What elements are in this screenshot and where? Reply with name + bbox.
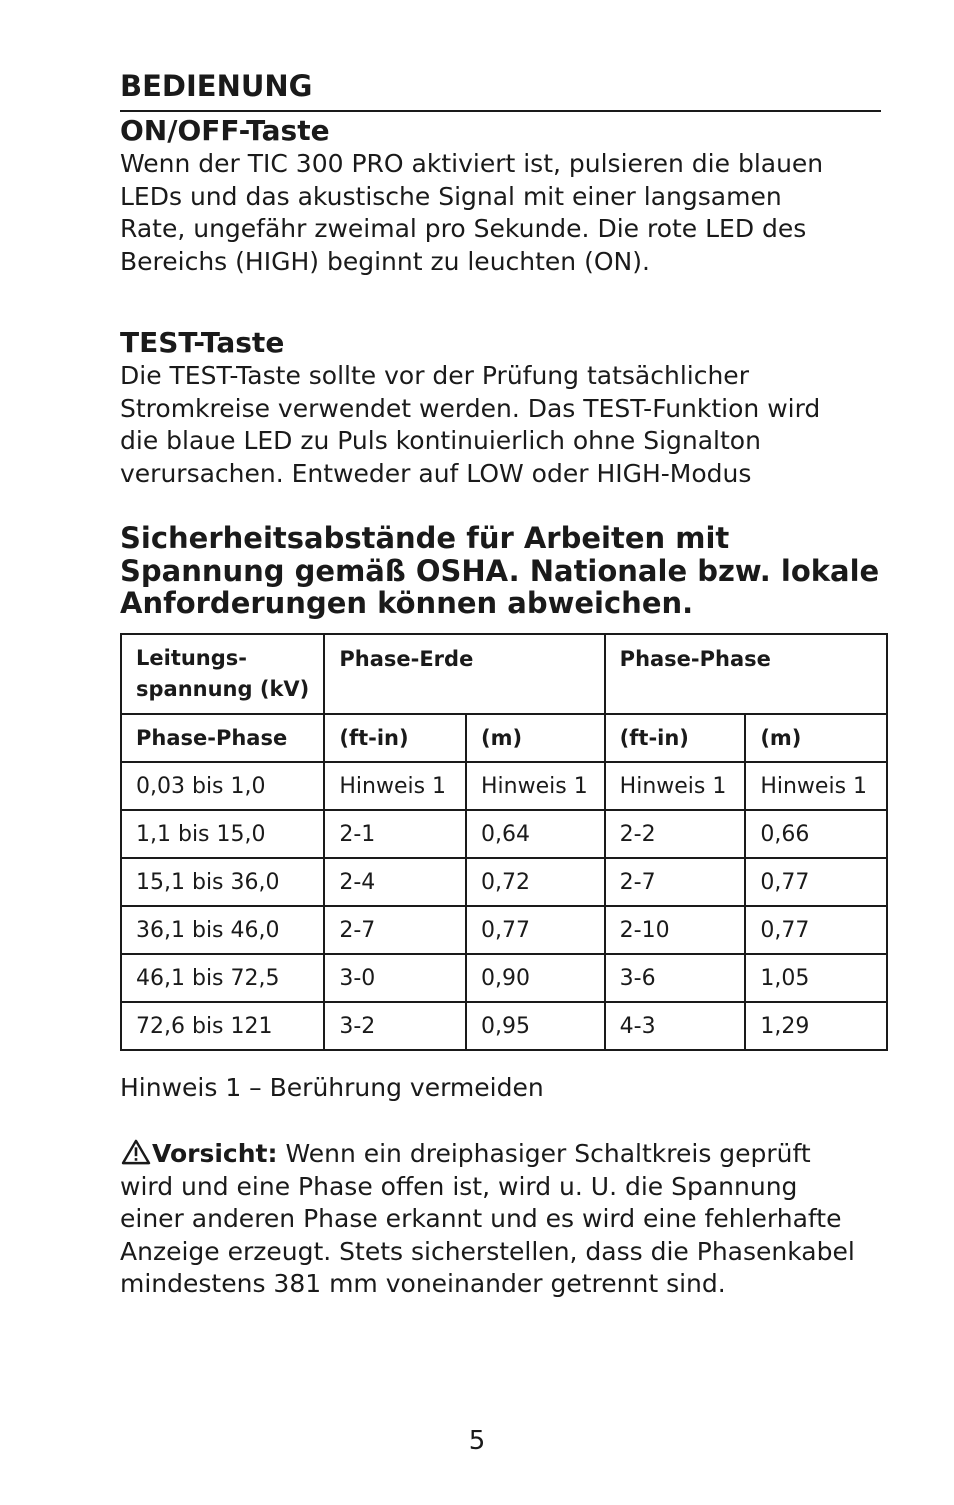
table-cell: 1,29 — [745, 1002, 887, 1050]
manual-page — [120, 64, 888, 1298]
table-cell: 3-0 — [324, 954, 466, 1002]
text-line: Die TEST-Taste sollte vor der Prüfung tatsächlicher — [120, 361, 749, 390]
safety-heading — [120, 522, 888, 620]
header-cell: (ft-in) — [324, 714, 466, 762]
table-cell: 2-10 — [605, 906, 746, 954]
header-cell-voltage: Leitungs- spannung (kV) — [121, 634, 324, 714]
table-row — [121, 810, 887, 858]
heading-line: Spannung gemäß OSHA. Nationale bzw. lokale — [120, 553, 880, 588]
table-cell: 0,66 — [745, 810, 887, 858]
text-line: einer anderen Phase erkannt und es wird eine fehlerhafte — [120, 1204, 842, 1233]
header-cell: (m) — [745, 714, 887, 762]
table-cell: 0,90 — [466, 954, 605, 1002]
heading-line: Anforderungen können abweichen. — [120, 586, 694, 620]
table-cell: 0,77 — [745, 858, 887, 906]
heading-line: Sicherheitsabstände für Arbeiten mit — [120, 521, 730, 555]
table-cell: 1,1 bis 15,0 — [121, 810, 324, 858]
table-cell: 0,72 — [466, 858, 605, 906]
caution-block — [120, 1138, 888, 1301]
caution-label: Vorsicht: — [152, 1139, 278, 1168]
table-cell: 36,1 bis 46,0 — [121, 906, 324, 954]
table-note: Hinweis 1 – Berührung vermeiden — [120, 1073, 544, 1102]
header-cell: (ft-in) — [605, 714, 746, 762]
table-row — [121, 954, 887, 1002]
onoff-heading: ON/OFF-Taste — [120, 114, 330, 147]
table-cell: 3-2 — [324, 1002, 466, 1050]
text-line: Rate, ungefähr zweimal pro Sekunde. Die rote LED des — [120, 214, 807, 243]
text-line: die blaue LED zu Puls kontinuierlich ohne Signalton — [120, 426, 761, 455]
table-row — [121, 762, 887, 810]
text-line: Wenn der TIC 300 PRO aktiviert ist, pulsieren die blauen — [120, 149, 824, 178]
table-cell: 2-2 — [605, 810, 746, 858]
table-row — [121, 906, 887, 954]
table-cell: 0,77 — [466, 906, 605, 954]
table-row — [121, 1002, 887, 1050]
table-cell: Hinweis 1 — [324, 762, 466, 810]
header-cell-phase-earth: Phase-Erde — [324, 634, 604, 714]
text-line: Anzeige erzeugt. Stets sicherstellen, dass die Phasenkabel — [120, 1236, 855, 1266]
table-cell: 0,64 — [466, 810, 605, 858]
table-cell: Hinweis 1 — [605, 762, 746, 810]
section-title: BEDIENUNG — [120, 69, 313, 103]
header-cell-phase-phase: Phase-Phase — [605, 634, 887, 714]
table-row — [121, 858, 887, 906]
table-subheader-row — [121, 714, 887, 762]
clearance-table — [120, 633, 888, 1051]
text-line: verursachen. Entweder auf LOW oder HIGH-Modus — [120, 458, 752, 488]
text-line: Bereichs (HIGH) beginnt zu leuchten (ON). — [120, 246, 650, 276]
caution-text: Wenn ein dreiphasiger Schaltkreis geprüft — [277, 1139, 811, 1168]
table-cell: 0,03 bis 1,0 — [121, 762, 324, 810]
text-line: LEDs und das akustische Signal mit einer langsamen — [120, 181, 782, 211]
warning-triangle-icon — [120, 1139, 152, 1165]
table-cell: Hinweis 1 — [466, 762, 605, 810]
table-cell: 2-7 — [324, 906, 466, 954]
table-cell: 72,6 bis 121 — [121, 1002, 324, 1050]
header-cell: (m) — [466, 714, 605, 762]
table-cell: 3-6 — [605, 954, 746, 1002]
table-cell: Hinweis 1 — [745, 762, 887, 810]
test-text — [120, 360, 888, 490]
header-cell: Phase-Phase — [121, 714, 324, 762]
caution-first-line — [120, 1138, 888, 1171]
table-header-row — [121, 634, 887, 714]
table-cell: 2-4 — [324, 858, 466, 906]
table-cell: 1,05 — [745, 954, 887, 1002]
title-rule — [120, 110, 881, 112]
test-heading: TEST-Taste — [120, 326, 285, 359]
table-cell: 2-7 — [605, 858, 746, 906]
text-line: mindestens 381 mm voneinander getrennt sind. — [120, 1269, 726, 1298]
test-section — [120, 326, 888, 490]
table-cell: 0,77 — [745, 906, 887, 954]
text-line: wird und eine Phase offen ist, wird u. U. die Spannung — [120, 1171, 798, 1201]
page-number: 5 — [468, 1426, 486, 1456]
table-cell: 46,1 bis 72,5 — [121, 954, 324, 1002]
onoff-text — [120, 148, 888, 278]
text-line: Stromkreise verwendet werden. Das TEST-Funktion wird — [120, 393, 821, 423]
table-cell: 2-1 — [324, 810, 466, 858]
table-cell: 0,95 — [466, 1002, 605, 1050]
table-cell: 4-3 — [605, 1002, 746, 1050]
onoff-section — [120, 114, 888, 278]
table-cell: 15,1 bis 36,0 — [121, 858, 324, 906]
